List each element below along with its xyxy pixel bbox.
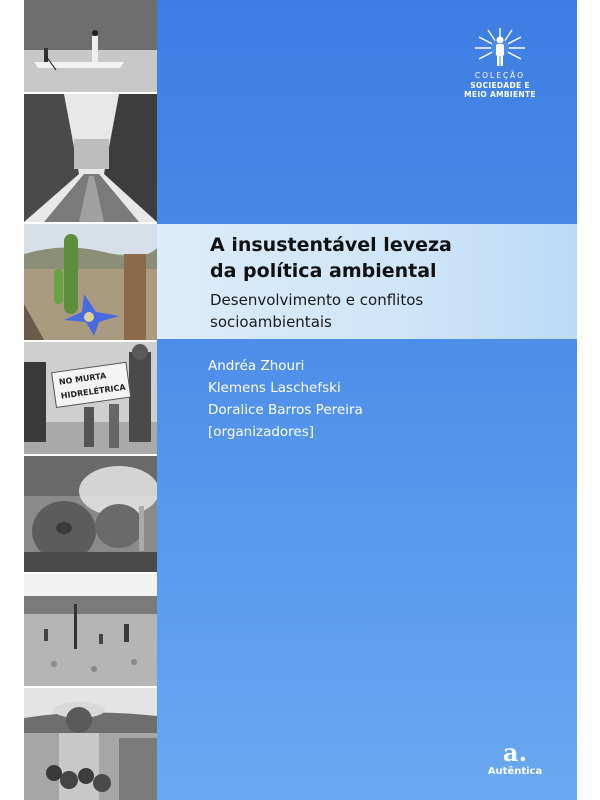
author-name: Doralice Barros Pereira (208, 402, 363, 418)
protest-banner-photo (24, 342, 157, 454)
canoe-river-photo (24, 0, 157, 92)
charcoal-kilns-photo (24, 456, 157, 572)
collection-name-line2: MEIO AMBIENTE (464, 90, 536, 99)
publisher-mark: a. (503, 738, 527, 767)
publisher-logo (480, 738, 550, 777)
banner-text-line2: HIDRELÉTRICA (60, 382, 127, 401)
book-title-line1: A insustentável leveza (210, 234, 452, 256)
person-sunburst-icon (470, 26, 530, 70)
collection-label: COLEÇÃO (474, 71, 526, 80)
organizers-label: [organizadores] (208, 424, 315, 440)
publisher-name: Autêntica (487, 766, 543, 777)
banner-text-line1: NO MURTA (58, 371, 107, 387)
collection-name-line1: SOCIEDADE E (470, 81, 530, 90)
farmer-portrait-photo (24, 688, 157, 800)
book-title-line2: da política ambiental (210, 260, 437, 282)
book-subtitle-line1: Desenvolvimento e conflitos (210, 291, 424, 309)
author-name: Klemens Laschefski (208, 380, 341, 396)
photo-strip (24, 0, 157, 800)
collection-logo (470, 26, 530, 70)
deforested-field-photo (24, 574, 157, 686)
cactus-flower-photo (24, 224, 157, 340)
dam-forest-photo (24, 94, 157, 222)
cover-blue-panel (157, 0, 577, 800)
book-subtitle-line2: socioambientais (210, 313, 332, 331)
author-name: Andréa Zhouri (208, 358, 305, 374)
